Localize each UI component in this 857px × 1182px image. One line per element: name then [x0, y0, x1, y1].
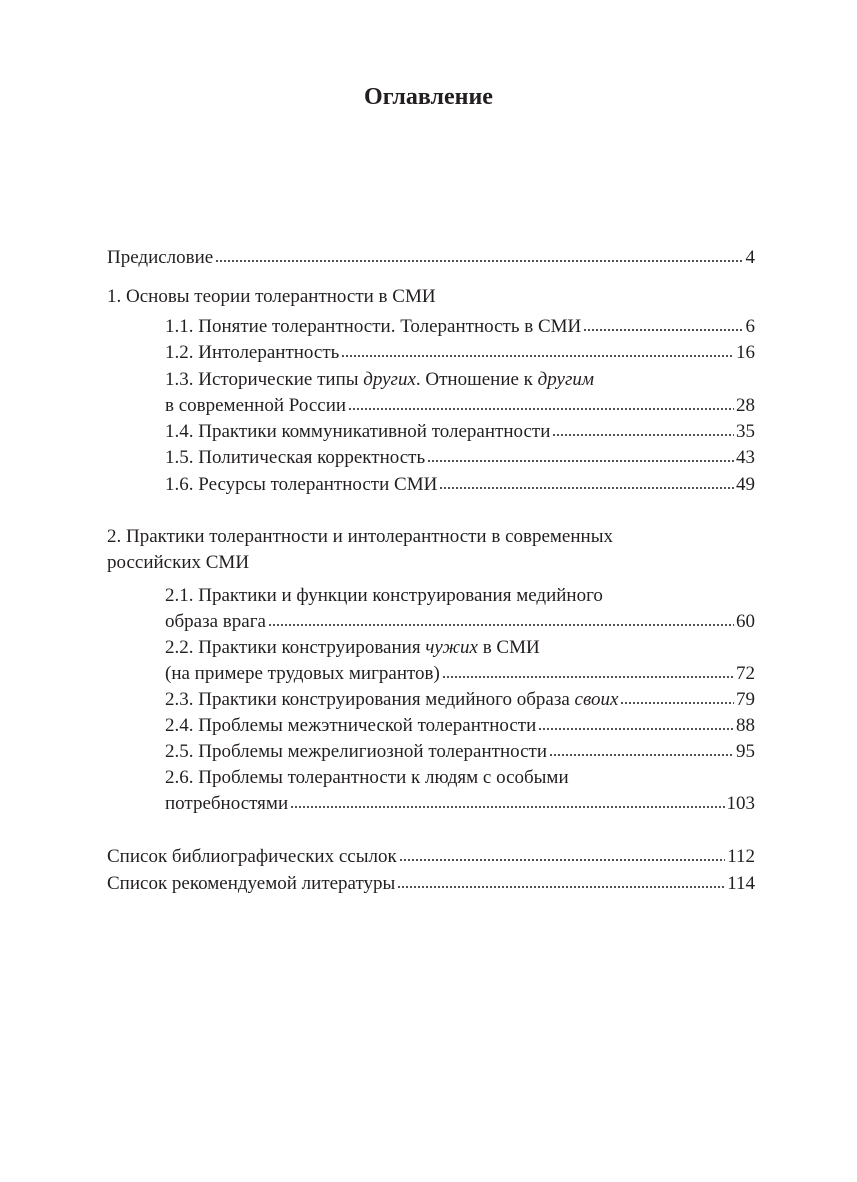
dot-leader	[341, 354, 734, 358]
entry-title-italic: другим	[537, 369, 595, 390]
entry-title: 1.1. Понятие толерантности. Толерантность в СМИ	[165, 316, 582, 337]
entry-title: потребностями	[165, 793, 289, 814]
entry-title: 2.5. Проблемы межрелигиозной толерантности	[165, 741, 548, 762]
toc-entry-2-6-line1[interactable]	[165, 765, 755, 791]
toc-entry-1-6[interactable]	[165, 472, 755, 498]
entry-title-part: 2.3. Практики конструирования медийного образа	[165, 689, 575, 710]
toc-entry-1-3-line1[interactable]	[165, 367, 755, 393]
entry-title-part: в СМИ	[477, 637, 540, 658]
page-number: 114	[727, 873, 755, 894]
entry-title-italic: других	[363, 369, 416, 390]
toc-entry-literature[interactable]	[107, 871, 755, 897]
page-number: 6	[745, 316, 755, 337]
toc-entry-2-1-line1[interactable]	[165, 583, 755, 609]
dot-leader	[290, 805, 724, 809]
toc-entry-2-2-line1[interactable]	[165, 635, 755, 661]
page-number: 49	[736, 474, 755, 495]
toc-chapter-2-line1[interactable]	[107, 524, 755, 550]
chapter-title: российских СМИ	[107, 552, 250, 573]
page-number: 4	[745, 247, 755, 268]
entry-title: 1.4. Практики коммуникативной толерантности	[165, 421, 551, 442]
dot-leader	[348, 407, 734, 411]
dot-leader	[427, 459, 734, 463]
toc-entry-1-2[interactable]	[165, 340, 755, 366]
page-number: 103	[726, 793, 755, 814]
entry-title: 1.5. Политическая корректность	[165, 447, 426, 468]
dot-leader	[552, 433, 734, 437]
toc-chapter-2-line2[interactable]	[107, 550, 755, 576]
dot-leader	[549, 753, 734, 757]
chapter-title: 2. Практики толерантности и интолерантности в современных	[107, 526, 613, 547]
page-number: 35	[736, 421, 755, 442]
entry-title: 1.6. Ресурсы толерантности СМИ	[165, 474, 438, 495]
entry-title: образа врага	[165, 611, 266, 632]
toc-entry-1-4[interactable]	[165, 419, 755, 445]
entry-title: 1.2. Интолерантность	[165, 342, 340, 363]
page-number: 95	[736, 741, 755, 762]
dot-leader	[538, 727, 734, 731]
entry-title-part: . Отношение к	[415, 369, 538, 390]
toc-entry-2-1-line2[interactable]	[165, 609, 755, 635]
dot-leader	[268, 623, 734, 627]
page-number: 112	[727, 846, 755, 867]
page-number: 60	[736, 611, 755, 632]
toc-entry-bibliography[interactable]	[107, 844, 755, 870]
dot-leader	[439, 486, 734, 490]
page-number: 79	[736, 689, 755, 710]
toc-entry-1-1[interactable]	[165, 314, 755, 340]
entry-title-italic: своих	[574, 689, 619, 710]
entry-title: Список библиографических ссылок	[107, 846, 397, 867]
page-number: 88	[736, 715, 755, 736]
dot-leader	[442, 675, 734, 679]
entry-title: Список рекомендуемой литературы	[107, 873, 396, 894]
dot-leader	[215, 259, 743, 263]
toc-entry-2-2-line2[interactable]	[165, 661, 755, 687]
entry-title: (на примере трудовых мигрантов)	[165, 663, 440, 684]
toc-entry-2-4[interactable]	[165, 713, 755, 739]
entry-title-part: 2.2. Практики конструирования	[165, 637, 426, 658]
entry-title: 2.1. Практики и функции конструирования медийного	[165, 585, 603, 606]
page-number: 28	[736, 395, 755, 416]
toc-entry-2-5[interactable]	[165, 739, 755, 765]
page-number: 16	[736, 342, 755, 363]
dot-leader	[620, 701, 734, 705]
dot-leader	[397, 885, 725, 889]
page-title: Оглавление	[364, 84, 493, 110]
entry-title-part: 1.3. Исторические типы	[165, 369, 364, 390]
entry-title: 2.4. Проблемы межэтнической толерантности	[165, 715, 537, 736]
page-number: 43	[736, 447, 755, 468]
entry-title-italic: чужих	[425, 637, 478, 658]
entry-title: 2.6. Проблемы толерантности к людям с особыми	[165, 767, 569, 788]
toc-entry-1-5[interactable]	[165, 445, 755, 471]
toc-entry-1-3-line2[interactable]	[165, 393, 755, 419]
entry-title: в современной России	[165, 395, 347, 416]
toc-entry-2-3[interactable]	[165, 687, 755, 713]
toc-entry-2-6-line2[interactable]	[165, 791, 755, 817]
toc-chapter-1[interactable]	[107, 284, 755, 310]
chapter-title: 1. Основы теории толерантности в СМИ	[107, 286, 436, 307]
entry-title: Предисловие	[107, 247, 214, 268]
dot-leader	[399, 858, 726, 862]
toc-entry-preface[interactable]	[107, 245, 755, 271]
page-number: 72	[736, 663, 755, 684]
dot-leader	[583, 328, 743, 332]
